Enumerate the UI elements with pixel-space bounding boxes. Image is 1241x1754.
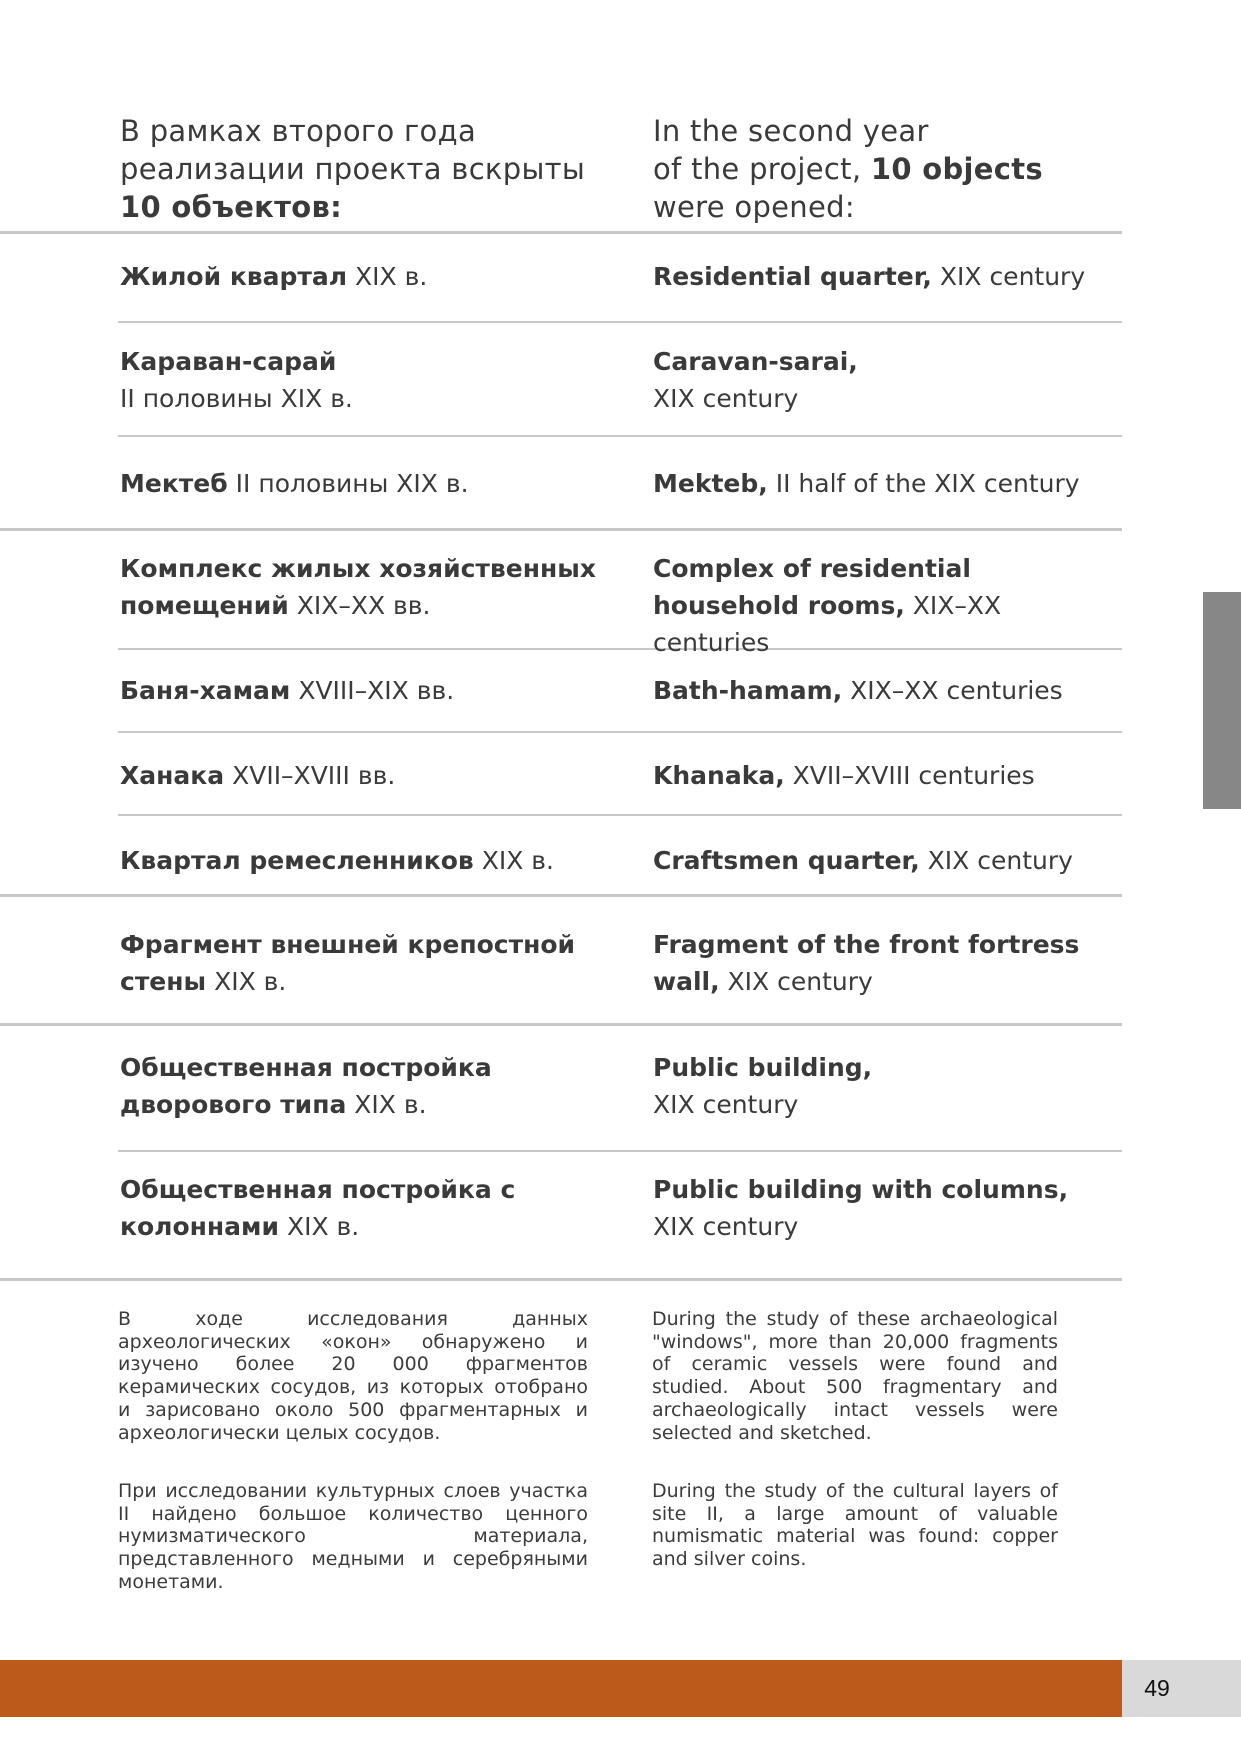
object-row-ru [120, 842, 620, 879]
divider [0, 894, 1122, 897]
paragraph-ru: В ходе исследования данных археологических «окон» обнаружено и изучено более 20 000 фрагментов керамических сосудов, из которых отобрано и зарисовано около 500 фрагментарных и археологически целых сосудов. [118, 1308, 588, 1444]
object-name-ru: Ханака [120, 761, 225, 790]
object-name-en: Caravan-sarai, [653, 347, 858, 376]
object-date-ru: II половины XIX в. [120, 384, 353, 413]
divider [118, 321, 1122, 323]
heading-en-line: of the project, [653, 152, 871, 186]
heading-ru-line: реализации проекта вскрыты [120, 152, 586, 186]
heading-en [653, 112, 1133, 226]
object-name-en: Fragment of the front fortress wall, [653, 930, 1080, 996]
object-date-ru: XVII–XVIII вв. [224, 761, 396, 790]
object-row-ru [120, 757, 620, 794]
heading-ru [120, 112, 620, 226]
page-number: 49 [1144, 1675, 1170, 1701]
object-row-en [653, 757, 1123, 794]
object-date-ru: XIX–XX вв. [288, 591, 431, 620]
object-name-ru: Квартал ремесленников [120, 846, 474, 875]
object-name-en: Khanaka, [653, 761, 785, 790]
object-row-ru [120, 465, 620, 502]
object-date-en: XIX century [653, 384, 799, 413]
object-name-en: Residential quarter, [653, 262, 932, 291]
object-name-ru: Общественная постройка дворового типа [120, 1053, 492, 1119]
object-name-en: Craftsmen quarter, [653, 846, 920, 875]
object-date-ru: XVIII–XIX вв. [290, 676, 455, 705]
paragraph-ru: При исследовании культурных слоев участка II найдено большое количество ценного нумизматического материала, представленного медными и серебряными монетами. [118, 1480, 588, 1593]
object-row-en [653, 343, 1123, 417]
object-date-en: XVII–XVIII centuries [784, 761, 1035, 790]
object-date-en: XIX century [653, 1212, 799, 1241]
object-name-en: Complex of residential household rooms, [653, 554, 971, 620]
divider [118, 814, 1122, 816]
object-row-en [653, 926, 1123, 1000]
side-tab [1203, 592, 1241, 809]
object-name-ru: Баня-хамам [120, 676, 291, 705]
object-row-en [653, 842, 1123, 879]
heading-ru-line: В рамках второго года [120, 114, 477, 148]
divider [0, 231, 1122, 234]
object-row-ru [120, 550, 620, 624]
divider [0, 1023, 1122, 1026]
object-row-en [653, 550, 1123, 661]
object-name-ru: Караван-сарай [120, 347, 337, 376]
heading-en-line: In the second year [653, 114, 929, 148]
object-row-en [653, 465, 1123, 502]
object-row-en [653, 672, 1123, 709]
object-name-ru: Мектеб [120, 469, 228, 498]
object-row-en [653, 1049, 1123, 1123]
object-name-en: Mekteb, [653, 469, 768, 498]
object-date-en: II half of the XIX century [767, 469, 1080, 498]
object-date-ru: XIX в. [206, 967, 287, 996]
object-name-ru: Комплекс жилых хозяйственных помещений [120, 554, 596, 620]
divider [118, 1150, 1122, 1152]
object-name-ru: Жилой квартал [120, 262, 348, 291]
object-name-en: Bath-hamam, [653, 676, 843, 705]
heading-ru-bold: 10 объектов: [120, 190, 343, 224]
object-row-ru [120, 672, 620, 709]
divider [118, 435, 1122, 437]
divider [118, 731, 1122, 733]
object-row-ru [120, 258, 620, 295]
object-name-ru: Общественная постройка с колоннами [120, 1175, 516, 1241]
object-date-en: XIX–XX centuries [653, 591, 1002, 657]
object-row-ru [120, 1049, 620, 1123]
object-row-ru [120, 1171, 620, 1245]
object-name-ru: Фрагмент внешней крепостной стены [120, 930, 576, 996]
object-name-en: Public building with columns, [653, 1175, 1069, 1204]
object-row-ru [120, 343, 620, 417]
heading-en-line: were opened: [653, 190, 855, 224]
object-row-en [653, 258, 1123, 295]
heading-en-bold: 10 objects [870, 152, 1043, 186]
object-date-en: XIX–XX centuries [842, 676, 1063, 705]
object-date-en: XIX century [719, 967, 873, 996]
footer-bar [0, 1660, 1122, 1717]
divider [0, 528, 1122, 531]
paragraph-en: During the study of the cultural layers of site II, a large amount of valuable numismatic material was found: copper and silver coins. [652, 1480, 1058, 1571]
object-date-ru: XIX в. [279, 1212, 360, 1241]
object-date-ru: XIX в. [473, 846, 554, 875]
object-name-en: Public building, [653, 1053, 873, 1082]
paragraph-en: During the study of these archaeological "windows", more than 20,000 fragments of ceramic vessels were found and studied. About 500 fragmentary and archaeologically intact vessels were selected and sketched. [652, 1308, 1058, 1444]
object-date-en: XIX century [931, 262, 1086, 291]
object-row-en [653, 1171, 1123, 1245]
object-date-ru: II половины XIX в. [227, 469, 469, 498]
object-date-ru: XIX в. [346, 1090, 427, 1119]
object-date-en: XIX century [653, 1090, 799, 1119]
object-row-ru [120, 926, 620, 1000]
object-date-ru: XIX в. [347, 262, 428, 291]
object-date-en: XIX century [919, 846, 1073, 875]
divider [0, 1278, 1122, 1281]
